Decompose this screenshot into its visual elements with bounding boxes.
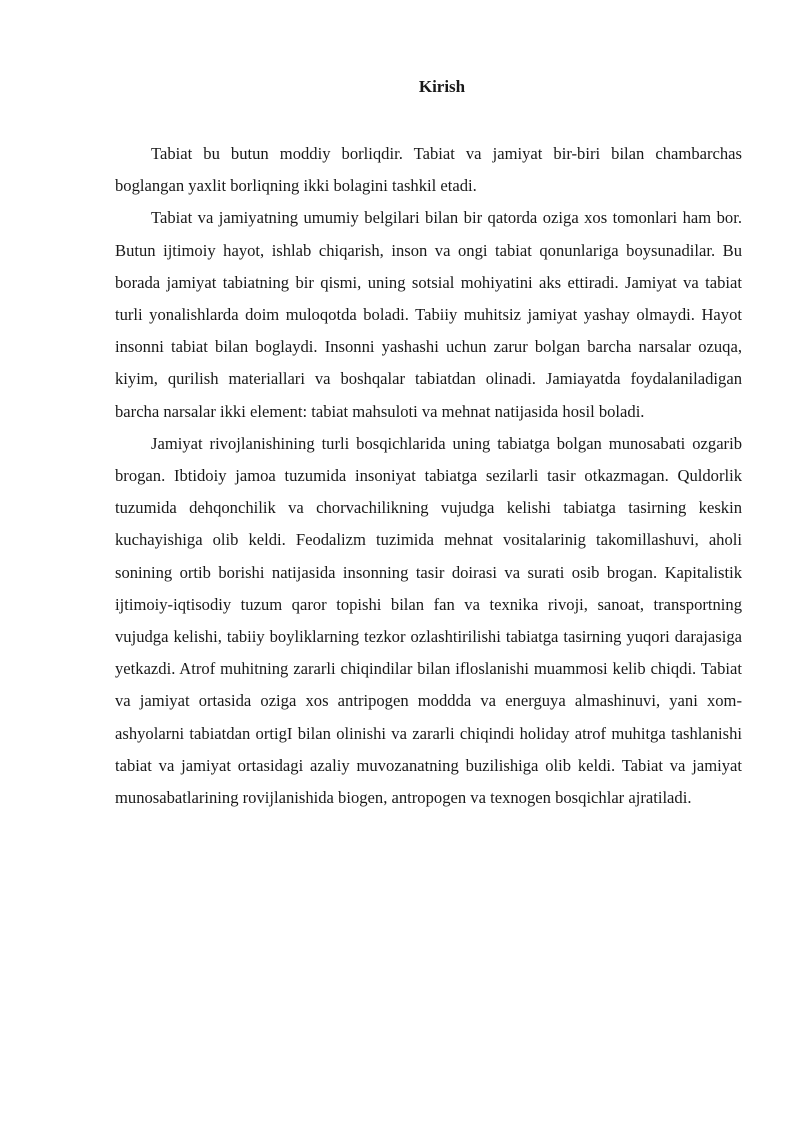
paragraph-3: Jamiyat rivojlanishining turli bosqichlarida uning tabiatga bolgan munosabati ozgarib brogan. Ibtidoiy jamoa tuzumida insoniyat tabiatga sezilarli tasir otkazmagan. Quldorlik tuzumida dehqonchilik va chorvachilikning vujudga kelishi tabiatga tasirning keskin kuchayishiga olib keldi. Feodalizm tuzimida mehnat vositalarinig takomillashuvi, aholi sonining ortib borishi natijasida insonning tasir doirasi va surati osib brogan. Kapitalistik ijtimoiy-iqtisodiy tuzum qaror topishi bilan fan va texnika rivoji, sanoat, transportning vujudga kelishi, tabiiy boyliklarning tezkor ozlashtirilishi tabiatga tasirning yuqori darajasiga yetkazdi. Atrof muhitning zararli chiqindilar bilan ifloslanishi muammosi kelib chiqdi. Tabiat va jamiyat ortasida oziga xos antripogen moddda va energuya almashinuvi, yani xom-ashyolarni tabiatdan ortigI bilan olinishi va zararli chiqindi holiday atrof muhitga tashlanishi tabiat va jamiyat ortasidagi azaliy muvozanatning buzilishiga olib keldi. Tabiat va jamiyat munosabatlarining rovijlanishida biogen, antropogen va texnogen bosqichlar ajratiladi. <box>115 433 742 808</box>
document-body <box>115 138 742 814</box>
document-title: Kirish <box>418 77 466 96</box>
paragraph-1: Tabiat bu butun moddiy borliqdir. Tabiat va jamiyat bir-biri bilan chambarchas boglangan yaxlit borliqning ikki bolagini tashkil etadi. <box>115 144 742 196</box>
paragraph-2: Tabiat va jamiyatning umumiy belgilari bilan bir qatorda oziga xos tomonlari ham bor. Butun ijtimoiy hayot, ishlab chiqarish, inson va ongi tabiat qonunlariga boysunadilar. Bu borada jamiyat tabiatning bir qismi, uning sotsial mohiyatini aks ettiradi. Jamiyat va tabiat turli yonalishlarda doim muloqotda boladi. Tabiiy muhitsiz jamiyat yashay olmaydi. Hayot insonni tabiat bilan boglaydi. Insonni yashashi uchun zarur bolgan barcha narsalar ozuqa, kiyim, qurilish materiallari va boshqalar tabiatdan olinadi. Jamiayatda foydalaniladigan barcha narsalar ikki element: tabiat mahsuloti va mehnat natijasida hosil boladi. <box>115 208 742 421</box>
